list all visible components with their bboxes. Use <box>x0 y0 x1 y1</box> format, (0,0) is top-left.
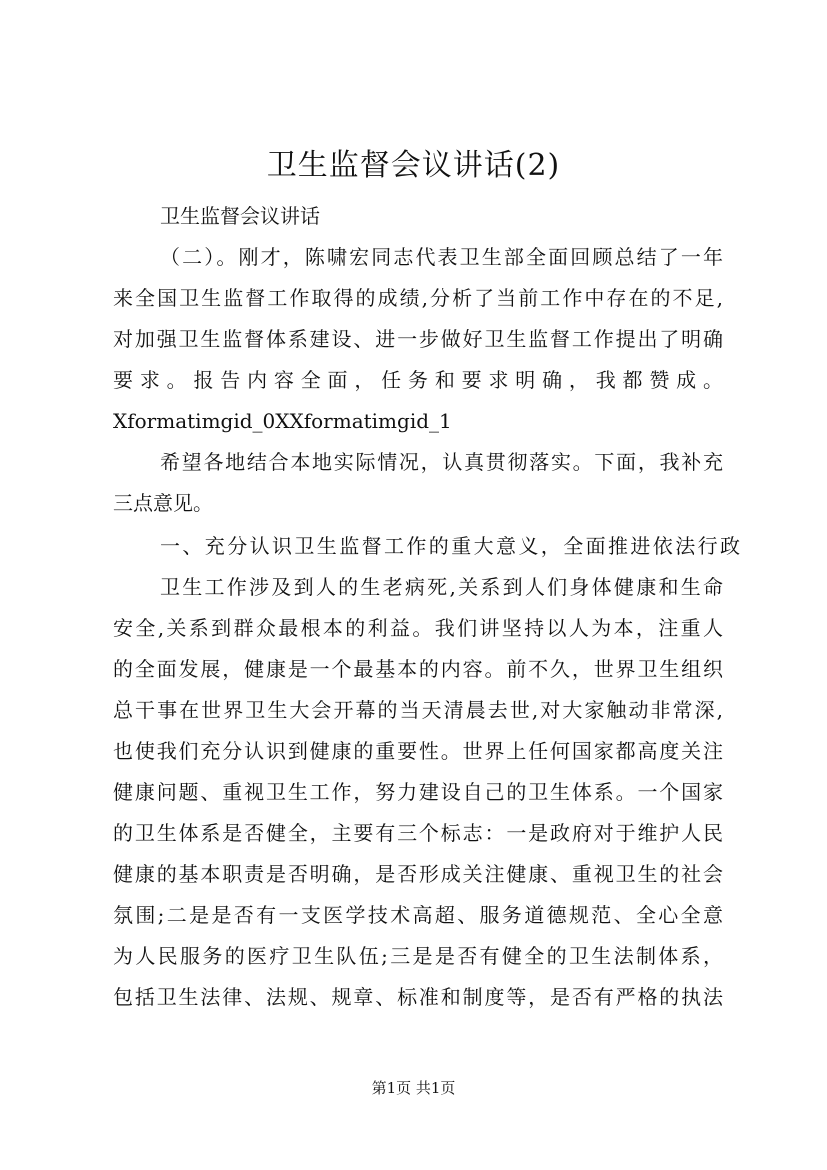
paragraph-line: 也使我们充分认识到健康的重要性。世界上任何国家都高度关注 <box>113 739 723 763</box>
paragraph-line: 希望各地结合本地实际情况，认真贯彻落实。下面，我补充 <box>160 450 723 474</box>
subtitle-line: 卫生监督会议讲话 <box>160 204 320 228</box>
paragraph-line: 包括卫生法律、法规、规章、标准和制度等，是否有严格的执法 <box>113 985 723 1009</box>
paragraph-line: 来全国卫生监督工作取得的成绩,分析了当前工作中存在的不足, <box>113 286 723 310</box>
paragraph-line: 的卫生体系是否健全，主要有三个标志：一是政府对于维护人民 <box>113 821 723 845</box>
paragraph-line: 对加强卫生监督体系建设、进一步做好卫生监督工作提出了明确 <box>113 327 723 351</box>
paragraph-line: 健康问题、重视卫生工作，努力建设自己的卫生体系。一个国家 <box>113 780 723 804</box>
paragraph-line: （二）。刚才，陈啸宏同志代表卫生部全面回顾总结了一年 <box>160 245 723 269</box>
paragraph-line: 氛围;二是是否有一支医学技术高超、服务道德规范、全心全意 <box>113 903 723 927</box>
paragraph-line: 要求。报告内容全面，任务和要求明确，我都赞成。 <box>113 368 723 392</box>
paragraph-line: 三点意见。 <box>113 491 213 515</box>
paragraph-line: 健康的基本职责是否明确，是否形成关注健康、重视卫生的社会 <box>113 862 723 886</box>
paragraph-line: 卫生工作涉及到人的生老病死,关系到人们身体健康和生命 <box>160 575 723 599</box>
section-heading: 一、充分认识卫生监督工作的重大意义，全面推进依法行政 <box>160 534 740 558</box>
paragraph-line: Xformatimgid_0XXformatimgid_1 <box>113 409 452 433</box>
paragraph-line: 安全,关系到群众最根本的利益。我们讲坚持以人为本，注重人 <box>113 616 723 640</box>
paragraph-line: 总干事在世界卫生大会开幕的当天清晨去世,对大家触动非常深, <box>113 698 723 722</box>
page-footer: 第1页 共1页 <box>371 1079 456 1097</box>
paragraph-line: 为人民服务的医疗卫生队伍;三是是否有健全的卫生法制体系， <box>113 944 723 968</box>
document-title: 卫生监督会议讲话(2) <box>266 148 561 183</box>
paragraph-line: 的全面发展，健康是一个最基本的内容。前不久，世界卫生组织 <box>113 657 723 681</box>
